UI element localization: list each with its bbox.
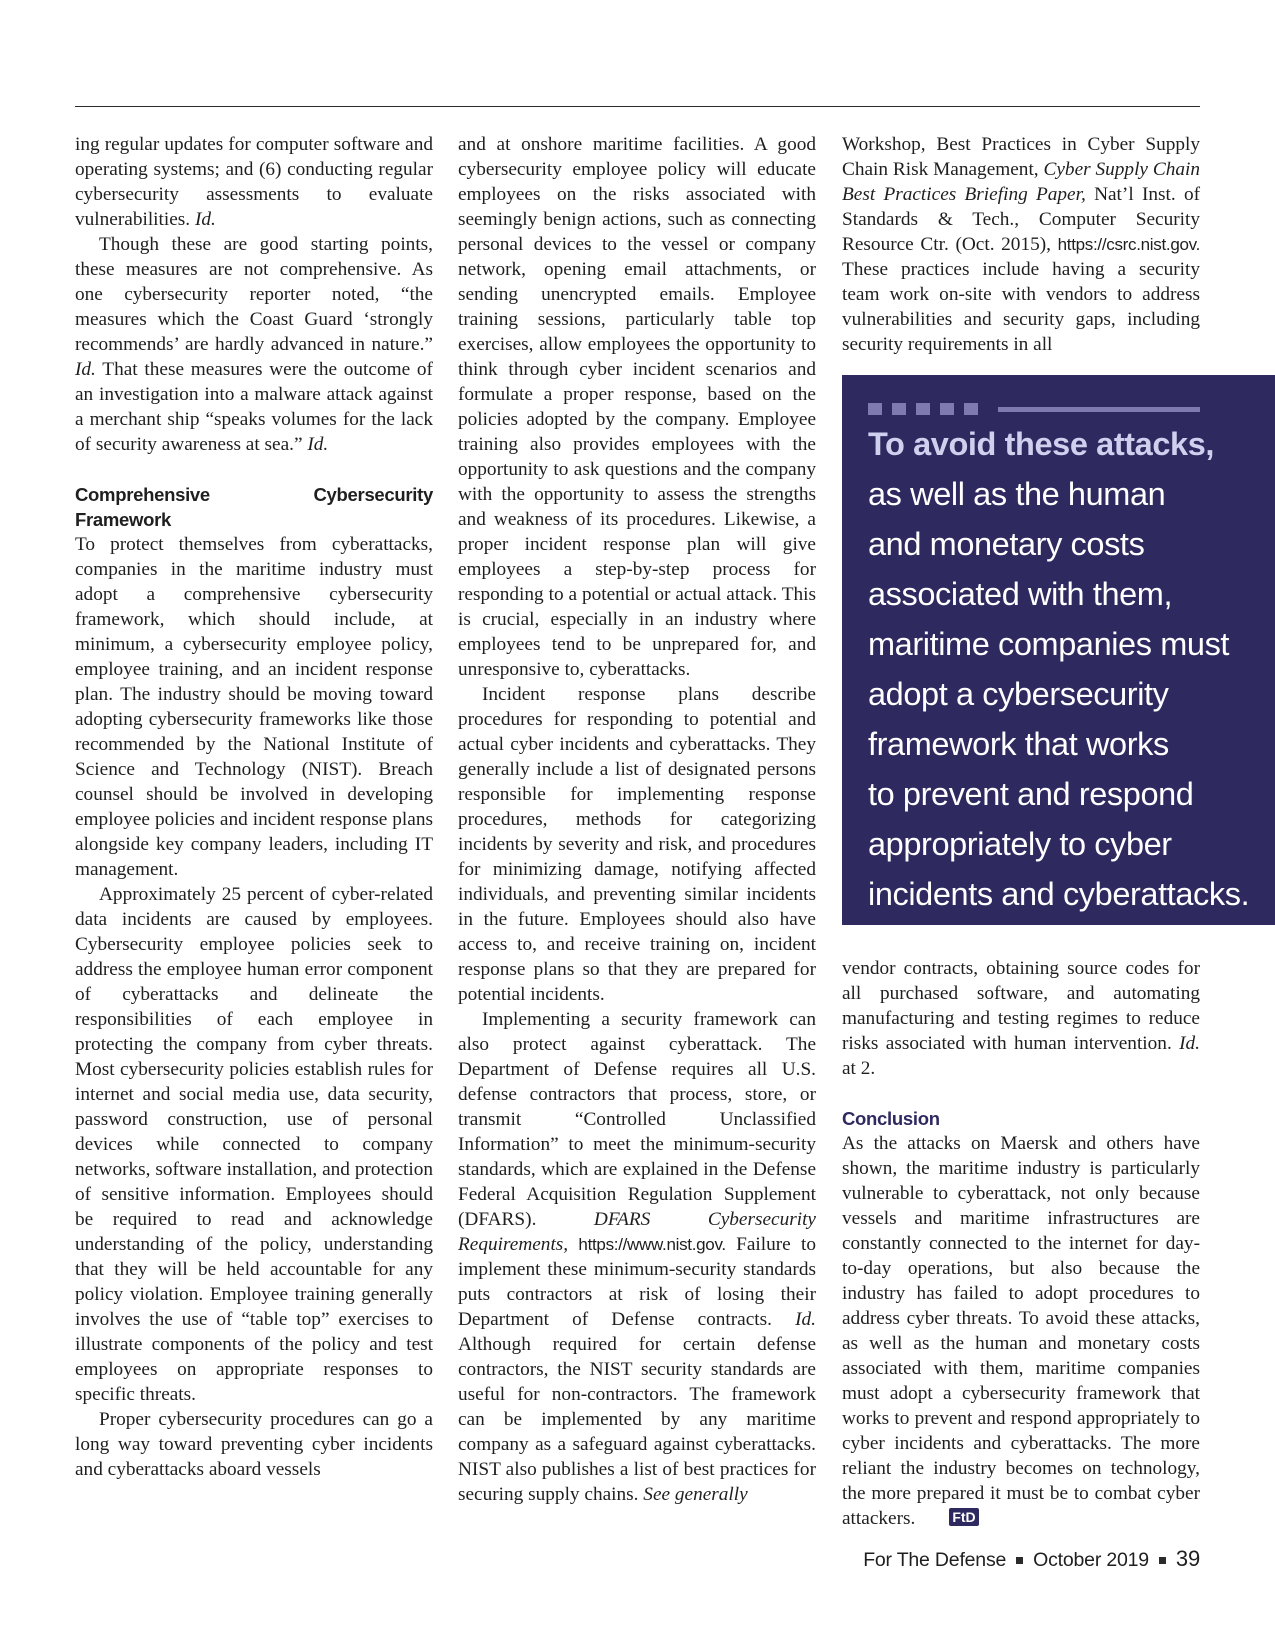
paragraph: and at onshore maritime facilities. A good cybersecurity employee policy will educate employees on the risks associated with seemingly benign actions, such as connecting personal devices to the vessel or company network, opening email attachments, or sending unencrypted emails. Employee training sessions, particularly table top exercises, allow employees the opportunity to think through cyber incident scenarios and formulate a proper response, based on the policies adopted by the company. Employee training also provides employees with the opportunity to ask questions and the company with the opportunity to assess the strengths and weakness of its procedures. Likewise, a proper incident response plan will give employees a step-by-step process for responding to a potential or actual attack. This is crucial, especially in an industry where employees tend to be unprepared for, and unresponsive to, cyberattacks. bbox=[458, 134, 816, 680]
csrc-link[interactable]: https://csrc.nist.gov. bbox=[1057, 235, 1200, 254]
section-heading: Comprehensive Cybersecurity Framework bbox=[75, 484, 433, 530]
paragraph: Proper cybersecurity procedures can go a long way toward preventing cyber incidents and cyberattacks aboard vessels bbox=[75, 1409, 433, 1480]
pull-quote-line: associated with them, bbox=[868, 576, 1173, 612]
paragraph: ing regular updates for computer software and operating systems; and (6) conducting regular cybersecurity assessments to evaluate vulnerabilities. Id. bbox=[75, 134, 433, 230]
paragraph: Implementing a security framework can also protect against cyberattack. The Department of Defense requires all U.S. defense contractors that process, store, or transmit “Controlled Unclassified Information” to meet the minimum-security standards, which are explained in the Defense Federal Acquisition Regulation Supplement (DFARS). DFARS Cybersecurity Requirements, https://www.nist.gov. Failure to implement these minimum-security standards puts contractors at risk of losing their Department of Defense contracts. Id. Although required for certain defense contractors, the NIST security standards are useful for non-contractors. The framework can be implemented by any maritime company as a safeguard against cyberattacks. NIST also publishes a list of best practices for securing supply chains. See generally bbox=[458, 1009, 817, 1505]
paragraph: Workshop, Best Practices in Cyber Supply Chain Risk Management, Cyber Supply Chain Best Practices Briefing Paper, Nat’l Inst. of Standards & Tech., Computer Security Resource Ctr. (Oct. 2015), https://csrc.nist.gov. These practices include having a security team work on-site with vendors to address vulnerabilities and security gaps, including security requirements in all bbox=[842, 134, 1201, 355]
separator-icon bbox=[1016, 1557, 1023, 1564]
page-footer bbox=[863, 1546, 1200, 1572]
separator-icon bbox=[1159, 1557, 1166, 1564]
pull-quote-line: maritime companies must bbox=[868, 626, 1230, 662]
paragraph: Incident response plans describe procedures for responding to potential and actual cyber incidents and cyberattacks. They generally include a list of designated persons responsible for implementing response procedures, methods for categorizing incidents by severity and risk, and procedures for minimizing damage, notifying affected individuals, and preventing similar incidents in the future. Employees should also have access to, and receive training on, incident response plans so that they are prepared for potential incidents. bbox=[458, 684, 816, 1005]
section-heading: Conclusion bbox=[842, 1108, 940, 1129]
paragraph: vendor contracts, obtaining source codes for all purchased software, and automating manufacturing and testing regimes to reduce risks associated with human intervention. Id. at 2. bbox=[842, 958, 1200, 1079]
pull-quote-decoration bbox=[868, 401, 1200, 417]
nist-link[interactable]: https://www.nist.gov. bbox=[578, 1235, 726, 1254]
column-1 bbox=[75, 132, 433, 1482]
paragraph: Though these are good starting points, these measures are not comprehensive. As one cybersecurity reporter noted, “the measures which the Coast Guard ‘strongly recommends’ are hardly advanced in nature.” Id. That these measures were the outcome of an investigation into a malware attack against a merchant ship “speaks volumes for the lack of security awareness at sea.” Id. bbox=[75, 234, 433, 455]
pull-quote-line: and monetary costs bbox=[868, 526, 1145, 562]
pull-quote-line: adopt a cybersecurity bbox=[868, 676, 1169, 712]
paragraph: As the attacks on Maersk and others have shown, the maritime industry is particularly vulnerable to cyberattack, not only because vessels and maritime infrastructures are constantly connected to the internet for day-to-day operations, but also because the industry has failed to adopt procedures to address cyber threats. To avoid these attacks, as well as the human and monetary costs associated with them, maritime companies must adopt a cybersecurity framework that works to prevent and respond appropriately to cyber incidents and cyberattacks. The more reliant the industry becomes on technology, the more prepared it must be to combat cyber attackers. FtD bbox=[842, 1133, 1200, 1529]
paragraph: Approximately 25 percent of cyber-related data incidents are caused by employees. Cybersecurity employee policies seek to address the employee human error component of cyberattacks and delineate the responsibilities of each employee in protecting the company from cyber threats. Most cybersecurity policies establish rules for internet and social media use, data security, password construction, use of personal devices while connected to company networks, software installation, and protection of sensitive information. Employees should be required to read and acknowledge understanding of the policy, understanding that they will be held accountable for any policy violation. Employee training generally involves the use of “table top” exercises to illustrate components of the policy and test employees on appropriate responses to specific threats. bbox=[75, 884, 433, 1405]
header-rule bbox=[75, 106, 1200, 107]
column-3-bottom bbox=[842, 956, 1200, 1531]
column-3-top bbox=[842, 132, 1200, 357]
pull-quote-line: appropriately to cyber bbox=[868, 826, 1172, 862]
pull-quote-line: framework that works bbox=[868, 726, 1169, 762]
pull-quote-line: as well as the human bbox=[868, 476, 1166, 512]
issue-date: October 2019 bbox=[1033, 1549, 1149, 1571]
end-mark-logo: FtD bbox=[949, 1508, 978, 1526]
column-2 bbox=[458, 132, 816, 1507]
pull-quote bbox=[842, 375, 1275, 925]
publication-name: For The Defense bbox=[863, 1549, 1007, 1571]
pull-quote-line: to prevent and respond bbox=[868, 776, 1194, 812]
pull-quote-lead: To avoid these attacks, bbox=[868, 426, 1215, 462]
pull-quote-text bbox=[868, 419, 1268, 919]
page-number: 39 bbox=[1175, 1546, 1200, 1571]
pull-quote-line: incidents and cyberattacks. bbox=[868, 876, 1250, 912]
paragraph: To protect themselves from cyberattacks, companies in the maritime industry must adopt a comprehensive cybersecurity framework, which should include, at minimum, a cybersecurity employee policy, employee training, and an incident response plan. The industry should be moving toward adopting cybersecurity frameworks like those recommended by the National Institute of Science and Technology (NIST). Breach counsel should be involved in developing employee policies and incident response plans alongside key company leaders, including IT management. bbox=[75, 534, 433, 880]
